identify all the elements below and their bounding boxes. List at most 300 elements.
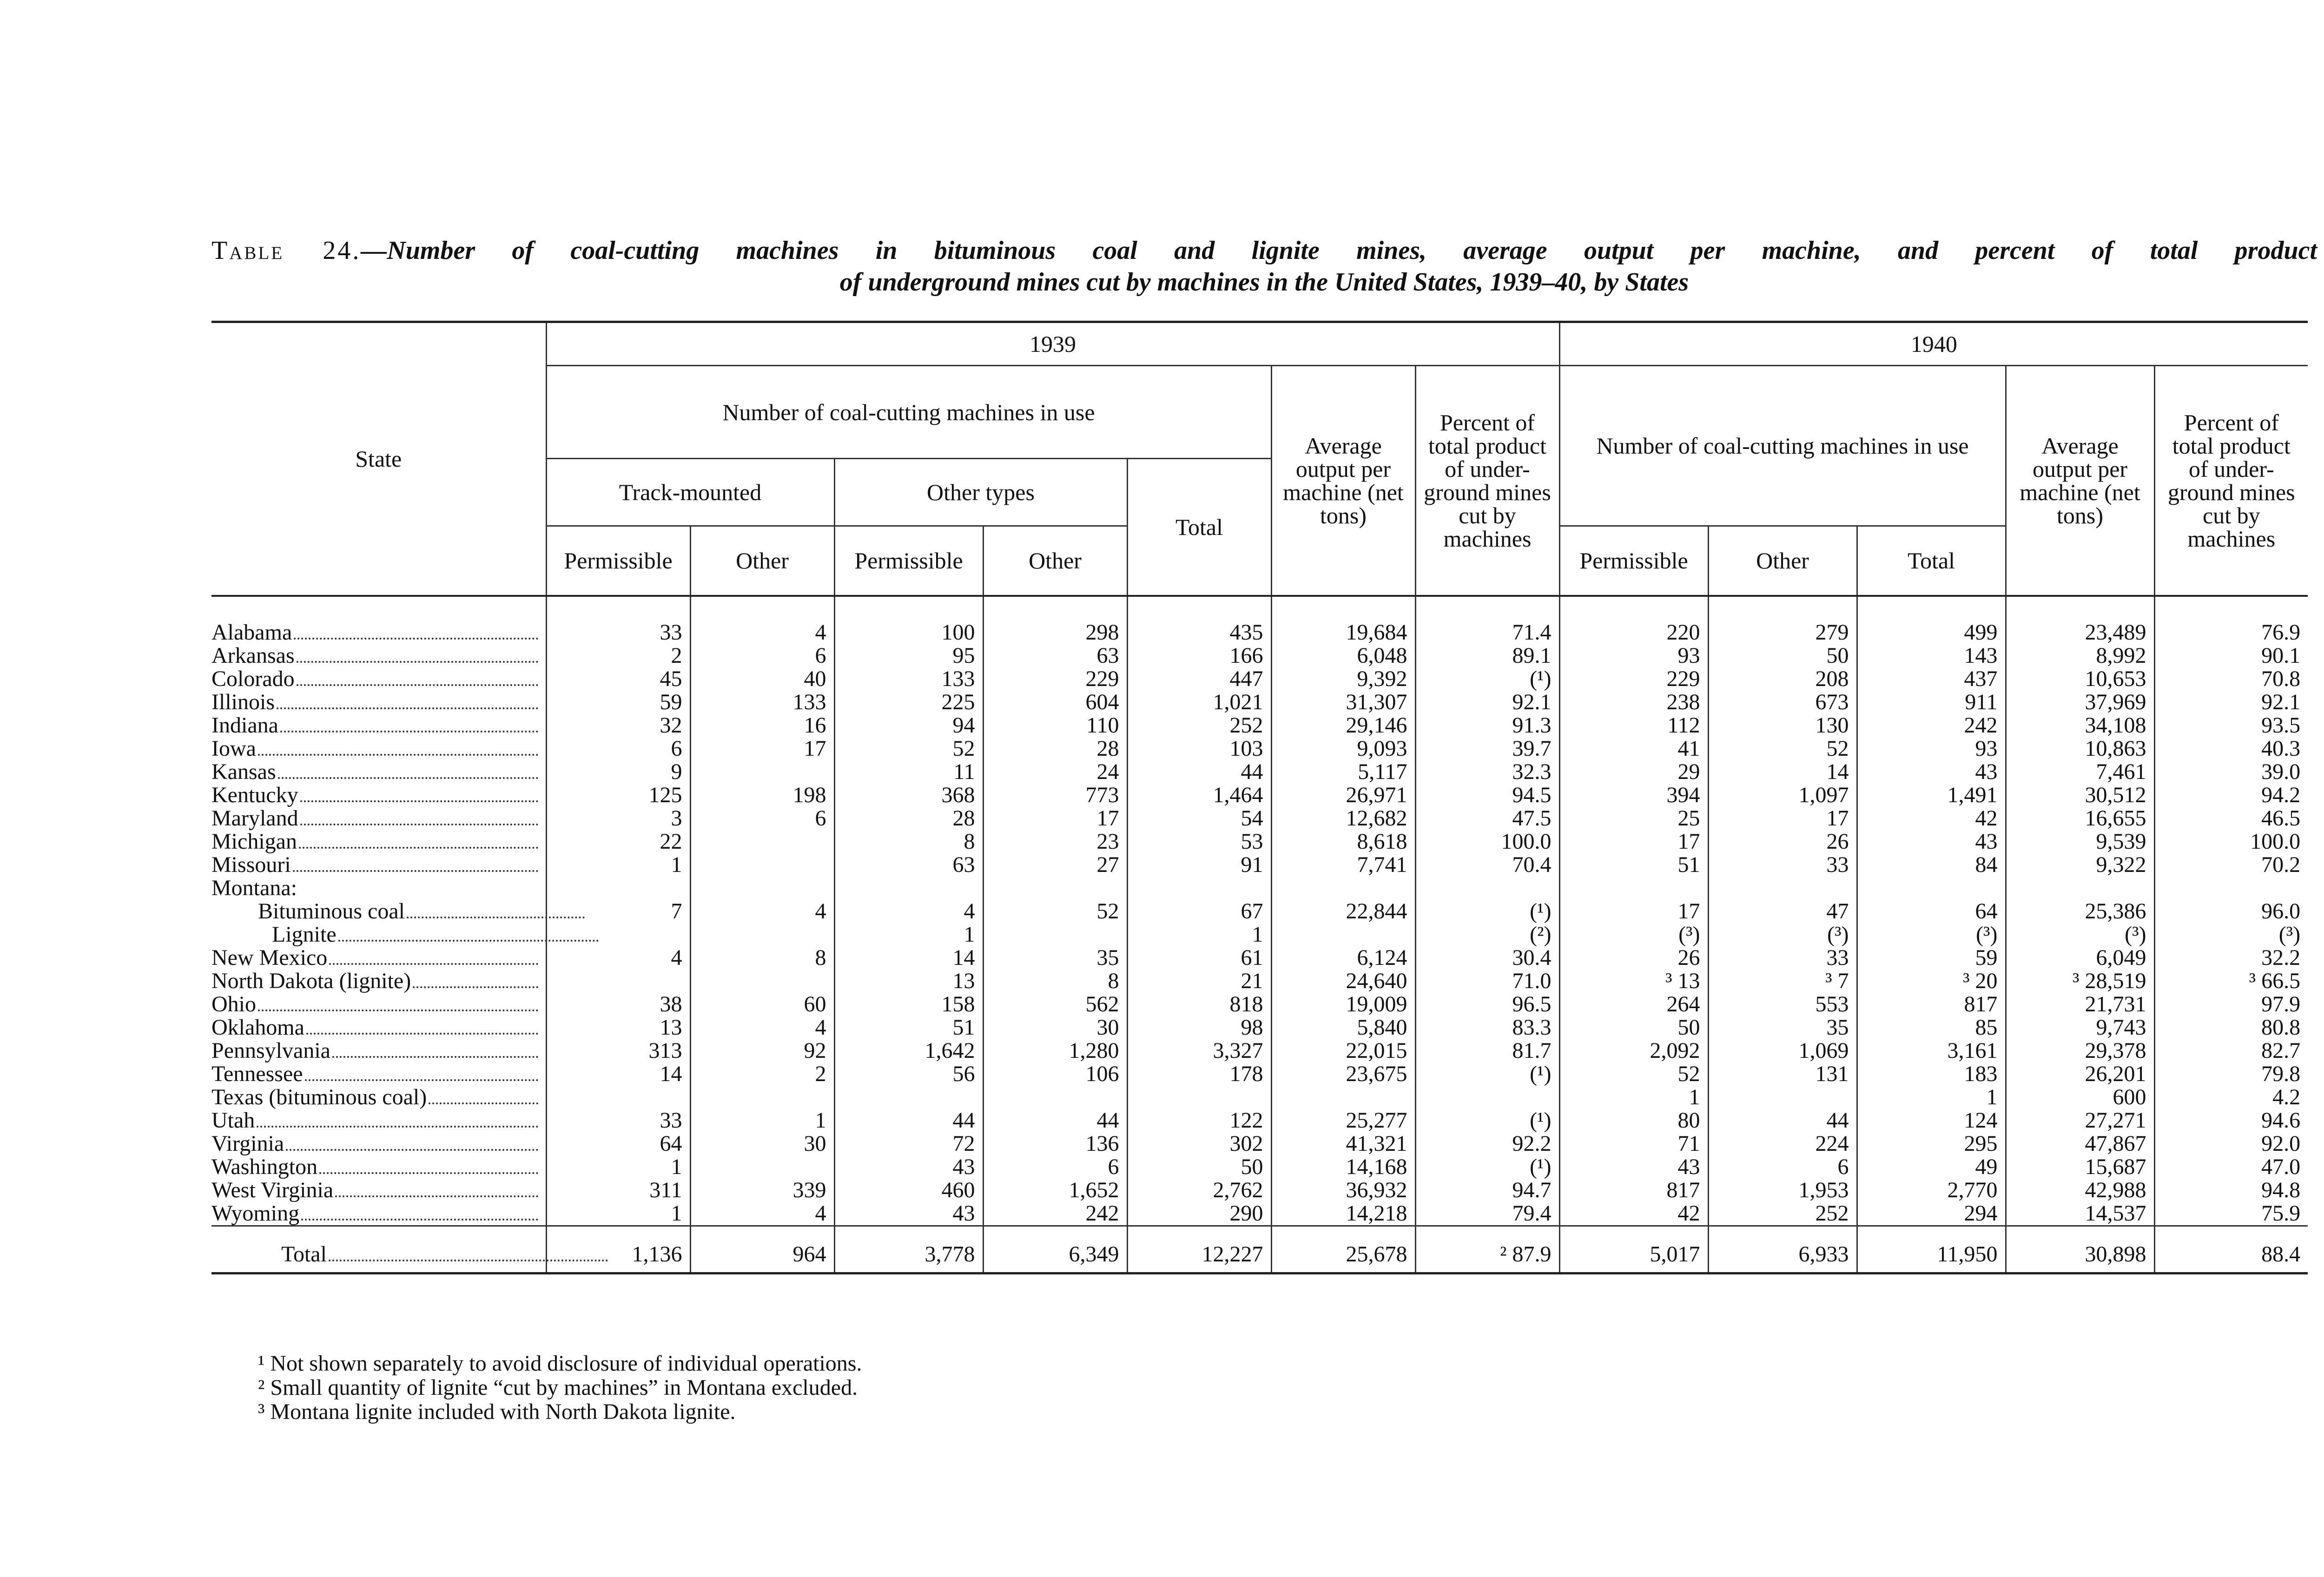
state-name: Pennsylvania <box>211 1038 330 1063</box>
table-cell <box>983 877 1127 900</box>
table-cell: 1,069 <box>1708 1039 1857 1062</box>
state-name: Indiana <box>211 713 278 738</box>
state-name: Wyoming <box>211 1201 300 1226</box>
table-title-line2: of underground mines cut by machines in the United States, 1939–40, by States <box>839 268 1689 297</box>
state-name: Total <box>281 1241 327 1267</box>
table-cell: 50 <box>1708 644 1857 667</box>
table-cell: 103 <box>1127 737 1271 760</box>
table-cell: 34,108 <box>2006 714 2154 737</box>
table-row <box>211 691 2308 714</box>
table-cell: 94.2 <box>2154 784 2308 807</box>
leader-dots <box>293 870 538 872</box>
table-cell: 96.0 <box>2154 900 2308 923</box>
table-cell: 50 <box>1559 1016 1708 1039</box>
table-cell: 82.7 <box>2154 1039 2308 1062</box>
table-cell: 4 <box>546 946 690 970</box>
state-cell <box>211 1155 546 1179</box>
table-cell <box>690 760 834 784</box>
state-leader <box>211 1062 540 1086</box>
total-cell: 6,933 <box>1708 1226 1857 1273</box>
table-cell: 817 <box>1559 1179 1708 1202</box>
state-name: Illinois <box>211 689 275 714</box>
table-cell: (³) <box>1857 923 2006 946</box>
state-name: Bituminous coal <box>258 898 405 924</box>
table-cell: 71 <box>1559 1132 1708 1155</box>
table-cell: 93.5 <box>2154 714 2308 737</box>
table-cell: 136 <box>983 1132 1127 1155</box>
table-row <box>211 760 2308 784</box>
table-cell: 106 <box>983 1062 1127 1086</box>
data-table-wrapper <box>211 321 2308 1274</box>
table-cell <box>1127 877 1271 900</box>
state-leader <box>211 760 540 784</box>
state-cell <box>211 596 546 644</box>
state-cell <box>211 714 546 737</box>
table-cell <box>2006 877 2154 900</box>
table-cell: 8 <box>834 830 983 853</box>
leader-dots <box>258 754 538 756</box>
table-cell: 124 <box>1857 1109 2006 1132</box>
state-leader <box>211 1132 540 1155</box>
state-leader <box>211 993 540 1016</box>
table-cell: 166 <box>1127 644 1271 667</box>
table-cell <box>834 877 983 900</box>
table-cell: 25,277 <box>1271 1109 1415 1132</box>
table-cell: 51 <box>834 1016 983 1039</box>
table-cell: 460 <box>834 1179 983 1202</box>
state-leader <box>211 1202 540 1225</box>
table-cell: 30 <box>690 1132 834 1155</box>
state-name: Tennessee <box>211 1061 303 1086</box>
leader-dots <box>286 1149 538 1151</box>
table-cell <box>1127 1086 1271 1109</box>
header-track-other: Other <box>690 526 834 596</box>
table-cell <box>546 923 690 946</box>
header-other-types: Other types <box>834 459 1127 526</box>
leader-dots <box>319 1172 538 1174</box>
table-cell: 28 <box>834 807 983 830</box>
table-cell <box>2154 877 2308 900</box>
header-percent-1939: Percent of total product of under-ground mines cut by machines <box>1415 366 1559 596</box>
data-table <box>211 321 2308 1274</box>
table-cell: 79.8 <box>2154 1062 2308 1086</box>
state-cell <box>211 853 546 877</box>
table-cell: 47.5 <box>1415 807 1559 830</box>
leader-dots <box>294 638 538 640</box>
table-cell: 79.4 <box>1415 1202 1559 1226</box>
table-row <box>211 993 2308 1016</box>
table-cell: 242 <box>1857 714 2006 737</box>
table-row <box>211 1039 2308 1062</box>
table-cell: 133 <box>834 667 983 691</box>
table-cell: 2 <box>546 644 690 667</box>
table-cell <box>1559 877 1708 900</box>
table-cell: 84 <box>1857 853 2006 877</box>
table-row <box>211 877 2308 900</box>
table-cell: 131 <box>1708 1062 1857 1086</box>
table-cell: 43 <box>1559 1155 1708 1179</box>
table-cell: 279 <box>1708 596 1857 644</box>
leader-dots <box>329 1260 608 1261</box>
table-cell: 6 <box>546 737 690 760</box>
header-1940-permissible: Permissible <box>1559 526 1708 596</box>
table-cell: 70.4 <box>1415 853 1559 877</box>
leader-dots <box>299 847 538 849</box>
table-cell: 95 <box>834 644 983 667</box>
table-cell: 435 <box>1127 596 1271 644</box>
header-avg-output-1939: Average output per machine (net tons) <box>1271 366 1415 596</box>
table-cell: 40 <box>690 667 834 691</box>
table-row <box>211 1086 2308 1109</box>
table-cell: 394 <box>1559 784 1708 807</box>
table-cell: 2 <box>690 1062 834 1086</box>
table-cell: 54 <box>1127 807 1271 830</box>
table-cell: 70.8 <box>2154 667 2308 691</box>
table-cell: 8,992 <box>2006 644 2154 667</box>
table-cell: 63 <box>834 853 983 877</box>
table-cell <box>834 1086 983 1109</box>
table-cell: 773 <box>983 784 1127 807</box>
table-cell: 1 <box>546 1155 690 1179</box>
state-name: Colorado <box>211 666 295 691</box>
table-cell: 22 <box>546 830 690 853</box>
table-row <box>211 830 2308 853</box>
state-leader <box>211 877 540 900</box>
table-cell: (²) <box>1415 923 1559 946</box>
state-cell <box>211 691 546 714</box>
table-cell: (¹) <box>1415 1155 1559 1179</box>
state-cell <box>211 877 546 900</box>
table-cell: 26 <box>1559 946 1708 970</box>
table-cell: 4 <box>690 1016 834 1039</box>
table-row <box>211 807 2308 830</box>
header-other-other: Other <box>983 526 1127 596</box>
table-cell: 94.7 <box>1415 1179 1559 1202</box>
table-cell: 1 <box>1559 1086 1708 1109</box>
leader-dots <box>301 1219 538 1221</box>
table-cell: 24,640 <box>1271 970 1415 993</box>
header-1940-total: Total <box>1857 526 2006 596</box>
leader-dots <box>297 684 538 686</box>
table-cell: 21,731 <box>2006 993 2154 1016</box>
table-cell: 30.4 <box>1415 946 1559 970</box>
state-name: Lignite <box>272 922 337 947</box>
table-cell: 14,168 <box>1271 1155 1415 1179</box>
table-cell: 158 <box>834 993 983 1016</box>
table-cell: 75.9 <box>2154 1202 2308 1226</box>
state-cell <box>211 1179 546 1202</box>
table-cell: 600 <box>2006 1086 2154 1109</box>
state-cell <box>211 737 546 760</box>
table-cell: 14 <box>546 1062 690 1086</box>
table-cell: 76.9 <box>2154 596 2308 644</box>
table-row <box>211 853 2308 877</box>
table-cell: 17 <box>983 807 1127 830</box>
table-cell: 71.0 <box>1415 970 1559 993</box>
state-name: Montana: <box>211 875 297 900</box>
table-cell: 28 <box>983 737 1127 760</box>
state-cell <box>211 1086 546 1109</box>
table-cell: 122 <box>1127 1109 1271 1132</box>
table-cell: 1 <box>1857 1086 2006 1109</box>
state-cell <box>211 946 546 970</box>
table-cell: 6 <box>690 807 834 830</box>
header-track-mounted: Track-mounted <box>546 459 834 526</box>
footnote-1: ¹ Not shown separately to avoid disclosure of individual operations. <box>258 1351 862 1376</box>
table-cell: 42,988 <box>2006 1179 2154 1202</box>
table-cell: 1 <box>834 923 983 946</box>
table-cell: 143 <box>1857 644 2006 667</box>
state-leader <box>211 714 540 737</box>
table-cell: 85 <box>1857 1016 2006 1039</box>
state-leader <box>211 1086 540 1109</box>
table-cell: 16,655 <box>2006 807 2154 830</box>
table-cell: 35 <box>1708 1016 1857 1039</box>
table-cell: 38 <box>546 993 690 1016</box>
state-name: Ohio <box>211 991 256 1016</box>
state-cell <box>211 1062 546 1086</box>
table-cell: 52 <box>983 900 1127 923</box>
state-cell <box>211 1132 546 1155</box>
state-name: Utah <box>211 1108 255 1133</box>
table-cell: 6,048 <box>1271 644 1415 667</box>
table-row <box>211 970 2308 993</box>
state-leader <box>211 691 540 714</box>
table-cell: (¹) <box>1415 1109 1559 1132</box>
table-cell: 47,867 <box>2006 1132 2154 1155</box>
table-cell: 3,161 <box>1857 1039 2006 1062</box>
state-leader <box>211 784 540 807</box>
state-cell <box>211 1226 546 1273</box>
table-cell: 46.5 <box>2154 807 2308 830</box>
table-cell: 229 <box>1559 667 1708 691</box>
state-name: Virginia <box>211 1131 284 1156</box>
state-leader <box>211 737 540 760</box>
table-cell: 9,743 <box>2006 1016 2154 1039</box>
table-cell: 100 <box>834 596 983 644</box>
header-total-1939: Total <box>1127 459 1271 596</box>
state-name: Michigan <box>211 829 297 854</box>
table-cell: 178 <box>1127 1062 1271 1086</box>
table-cell <box>546 877 690 900</box>
table-cell: 100.0 <box>1415 830 1559 853</box>
table-row <box>211 784 2308 807</box>
total-cell: 25,678 <box>1271 1226 1415 1273</box>
leader-dots <box>407 917 585 918</box>
table-cell: 94.5 <box>1415 784 1559 807</box>
table-cell: 43 <box>1857 830 2006 853</box>
leader-dots <box>278 777 538 779</box>
table-cell: 30 <box>983 1016 1127 1039</box>
table-cell: 92.1 <box>2154 691 2308 714</box>
table-cell: 4 <box>690 900 834 923</box>
header-track-permissible: Permissible <box>546 526 690 596</box>
table-cell: 264 <box>1559 993 1708 1016</box>
table-cell: 19,684 <box>1271 596 1415 644</box>
table-cell: 13 <box>546 1016 690 1039</box>
table-row <box>211 737 2308 760</box>
state-cell <box>211 807 546 830</box>
state-name: North Dakota (lignite) <box>211 968 411 993</box>
state-name: Texas (bituminous coal) <box>211 1084 427 1109</box>
table-cell: 1 <box>690 1109 834 1132</box>
table-cell: 1,953 <box>1708 1179 1857 1202</box>
table-cell: 59 <box>1857 946 2006 970</box>
state-leader <box>211 853 540 877</box>
table-cell: 1,464 <box>1127 784 1271 807</box>
table-cell: 40.3 <box>2154 737 2308 760</box>
table-cell <box>690 877 834 900</box>
table-cell: 44 <box>1127 760 1271 784</box>
table-cell: ³ 20 <box>1857 970 2006 993</box>
total-cell: 1,136 <box>546 1226 690 1273</box>
table-cell: 91 <box>1127 853 1271 877</box>
table-row <box>211 1155 2308 1179</box>
table-cell: 673 <box>1708 691 1857 714</box>
table-cell: 37,969 <box>2006 691 2154 714</box>
state-cell <box>211 644 546 667</box>
table-cell: 25 <box>1559 807 1708 830</box>
table-cell: 89.1 <box>1415 644 1559 667</box>
table-cell: 41,321 <box>1271 1132 1415 1155</box>
total-cell: 30,898 <box>2006 1226 2154 1273</box>
table-cell: 14,537 <box>2006 1202 2154 1226</box>
header-state: State <box>211 322 546 596</box>
table-row <box>211 1179 2308 1202</box>
state-name: Washington <box>211 1154 318 1179</box>
leader-dots <box>297 661 538 663</box>
state-cell <box>211 1016 546 1039</box>
leader-dots <box>277 707 538 709</box>
table-cell: 818 <box>1127 993 1271 1016</box>
table-cell: 1,021 <box>1127 691 1271 714</box>
table-row <box>211 1062 2308 1086</box>
table-cell: 26,971 <box>1271 784 1415 807</box>
table-cell: 198 <box>690 784 834 807</box>
table-cell: (³) <box>1708 923 1857 946</box>
state-name: Iowa <box>211 736 256 761</box>
table-cell: 80.8 <box>2154 1016 2308 1039</box>
total-cell: 88.4 <box>2154 1226 2308 1273</box>
table-cell: 220 <box>1559 596 1708 644</box>
header-1940: 1940 <box>1559 322 2308 366</box>
table-row <box>211 644 2308 667</box>
table-cell: 6 <box>1708 1155 1857 1179</box>
table-cell: 9,539 <box>2006 830 2154 853</box>
table-cell: 23,675 <box>1271 1062 1415 1086</box>
table-cell: 14 <box>1708 760 1857 784</box>
table-cell: 5,840 <box>1271 1016 1415 1039</box>
table-cell: 437 <box>1857 667 2006 691</box>
table-cell: 10,863 <box>2006 737 2154 760</box>
table-cell: 290 <box>1127 1202 1271 1226</box>
table-cell: (³) <box>2154 923 2308 946</box>
table-cell: 61 <box>1127 946 1271 970</box>
table-cell: 11 <box>834 760 983 784</box>
table-cell: 33 <box>1708 853 1857 877</box>
table-cell <box>1415 877 1559 900</box>
table-cell: 2,770 <box>1857 1179 2006 1202</box>
table-cell: ³ 28,519 <box>2006 970 2154 993</box>
table-cell: 92.1 <box>1415 691 1559 714</box>
table-row <box>211 714 2308 737</box>
state-cell <box>211 760 546 784</box>
table-cell: 41 <box>1559 737 1708 760</box>
table-cell: 1,491 <box>1857 784 2006 807</box>
state-name: Kentucky <box>211 782 298 807</box>
table-cell: 53 <box>1127 830 1271 853</box>
table-cell: 9,093 <box>1271 737 1415 760</box>
state-name: Oklahoma <box>211 1015 304 1040</box>
leader-dots <box>335 1195 538 1197</box>
table-cell: 224 <box>1708 1132 1857 1155</box>
table-cell: 31,307 <box>1271 691 1415 714</box>
state-leader <box>211 1039 540 1062</box>
leader-dots <box>258 1010 538 1011</box>
total-cell: 5,017 <box>1559 1226 1708 1273</box>
table-cell: 17 <box>1559 830 1708 853</box>
table-cell <box>546 1086 690 1109</box>
table-cell: 252 <box>1708 1202 1857 1226</box>
table-row <box>211 596 2308 644</box>
table-cell: 130 <box>1708 714 1857 737</box>
total-cell: ² 87.9 <box>1415 1226 1559 1273</box>
state-leader <box>211 1179 540 1202</box>
table-cell: 238 <box>1559 691 1708 714</box>
table-cell: 43 <box>1857 760 2006 784</box>
table-cell: 6 <box>690 644 834 667</box>
table-cell: 4 <box>690 1202 834 1226</box>
table-cell: 295 <box>1857 1132 2006 1155</box>
table-cell: 59 <box>546 691 690 714</box>
table-cell: 70.2 <box>2154 853 2308 877</box>
table-cell: 36,932 <box>1271 1179 1415 1202</box>
table-cell: 26,201 <box>2006 1062 2154 1086</box>
total-cell: 964 <box>690 1226 834 1273</box>
state-cell <box>211 993 546 1016</box>
table-cell: 1 <box>1127 923 1271 946</box>
table-cell: 23 <box>983 830 1127 853</box>
state-name: Arkansas <box>211 643 295 668</box>
table-cell: 447 <box>1127 667 1271 691</box>
state-cell <box>211 1039 546 1062</box>
table-row <box>211 1016 2308 1039</box>
state-name: New Mexico <box>211 945 328 970</box>
table-cell: 27,271 <box>2006 1109 2154 1132</box>
table-cell: 80 <box>1559 1109 1708 1132</box>
leader-dots <box>306 1033 538 1035</box>
table-cell: 24 <box>983 760 1127 784</box>
footnotes <box>258 1352 1373 1424</box>
table-cell: 94.6 <box>2154 1109 2308 1132</box>
table-cell: 4 <box>834 900 983 923</box>
leader-dots <box>332 1056 538 1058</box>
table-cell: 43 <box>834 1155 983 1179</box>
table-cell: 39.0 <box>2154 760 2308 784</box>
table-cell: 817 <box>1857 993 2006 1016</box>
table-cell: 100.0 <box>2154 830 2308 853</box>
table-cell: (¹) <box>1415 1062 1559 1086</box>
table-cell: 22,844 <box>1271 900 1415 923</box>
table-cell: 93 <box>1857 737 2006 760</box>
state-leader <box>211 644 540 667</box>
table-cell: 302 <box>1127 1132 1271 1155</box>
header-machines-1939: Number of coal-cutting machines in use <box>546 366 1271 459</box>
table-cell: 8 <box>983 970 1127 993</box>
table-cell: 91.3 <box>1415 714 1559 737</box>
leader-dots <box>429 1102 538 1104</box>
table-title-text1: —Number of coal-cutting machines in bituminous coal and lignite mines, average output per machine, and percent of total product <box>361 236 2317 265</box>
